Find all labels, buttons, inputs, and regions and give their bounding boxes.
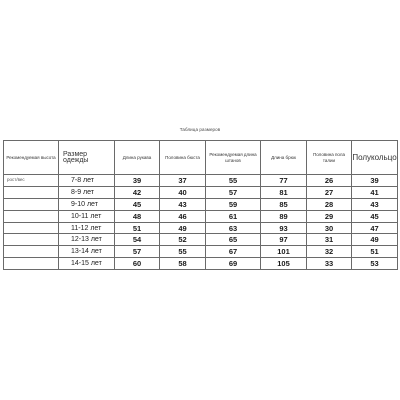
cell-pants: 105 [261,258,307,270]
header-shoulder: Половина бюста [160,141,206,175]
table-body [4,175,398,270]
cell-waist: 65 [206,234,261,246]
cell-pants: 101 [261,246,307,258]
cell-hem: 29 [307,210,352,222]
cell-sleeve: 45 [115,198,160,210]
table-caption: Таблица размеров [179,127,221,132]
cell-shoulder: 40 [160,186,206,198]
cell-size: 8-9 лет [59,186,115,198]
cell-hip: 53 [352,258,398,270]
header-pants: Длина брюк [261,141,307,175]
cell-height [4,210,59,222]
cell-pants: 77 [261,175,307,187]
cell-pants: 97 [261,234,307,246]
table-row [4,186,398,198]
cell-waist: 63 [206,222,261,234]
cell-hip: 43 [352,198,398,210]
cell-hem: 27 [307,186,352,198]
cell-waist: 67 [206,246,261,258]
table-row [4,198,398,210]
cell-hip: 49 [352,234,398,246]
cell-sleeve: 60 [115,258,160,270]
cell-size: 13-14 лет [59,246,115,258]
cell-size: 7-8 лет [59,175,115,187]
cell-waist: 59 [206,198,261,210]
cell-sleeve: 42 [115,186,160,198]
table-row [4,234,398,246]
cell-hip: 47 [352,222,398,234]
size-table [3,140,398,270]
table-row [4,258,398,270]
cell-waist: 57 [206,186,261,198]
header-row [4,141,398,175]
cell-size: 14-15 лет [59,258,115,270]
cell-sleeve: 57 [115,246,160,258]
cell-waist: 69 [206,258,261,270]
cell-shoulder: 43 [160,198,206,210]
cell-height [4,198,59,210]
cell-pants: 85 [261,198,307,210]
cell-shoulder: 55 [160,246,206,258]
cell-hip: 41 [352,186,398,198]
cell-hem: 30 [307,222,352,234]
cell-waist: 61 [206,210,261,222]
cell-shoulder: 49 [160,222,206,234]
cell-hem: 31 [307,234,352,246]
header-size: Размер одежды [59,141,115,175]
cell-shoulder: 52 [160,234,206,246]
cell-hip: 45 [352,210,398,222]
cell-height [4,258,59,270]
cell-height [4,222,59,234]
cell-shoulder: 46 [160,210,206,222]
cell-pants: 93 [261,222,307,234]
cell-size: 12-13 лет [59,234,115,246]
cell-height [4,234,59,246]
header-hem: Половина пола талии [307,141,352,175]
cell-hip: 51 [352,246,398,258]
header-sleeve: Длина рукава [115,141,160,175]
header-waist: Рекомендуемая длина штанов [206,141,261,175]
cell-size: 11-12 лет [59,222,115,234]
cell-hem: 26 [307,175,352,187]
cell-height [4,246,59,258]
cell-height: рост/вес [4,175,59,187]
cell-sleeve: 39 [115,175,160,187]
cell-sleeve: 51 [115,222,160,234]
table-row [4,222,398,234]
cell-sleeve: 48 [115,210,160,222]
cell-size: 9-10 лет [59,198,115,210]
cell-hem: 32 [307,246,352,258]
cell-height [4,186,59,198]
cell-waist: 55 [206,175,261,187]
table-row [4,175,398,187]
cell-size: 10-11 лет [59,210,115,222]
cell-sleeve: 54 [115,234,160,246]
table-row [4,246,398,258]
cell-shoulder: 58 [160,258,206,270]
cell-pants: 81 [261,186,307,198]
cell-hip: 39 [352,175,398,187]
cell-shoulder: 37 [160,175,206,187]
cell-hem: 28 [307,198,352,210]
table-row [4,210,398,222]
header-height: Рекомендуемая высота [4,141,59,175]
cell-pants: 89 [261,210,307,222]
cell-hem: 33 [307,258,352,270]
header-hip: Полукольцо [352,141,398,175]
